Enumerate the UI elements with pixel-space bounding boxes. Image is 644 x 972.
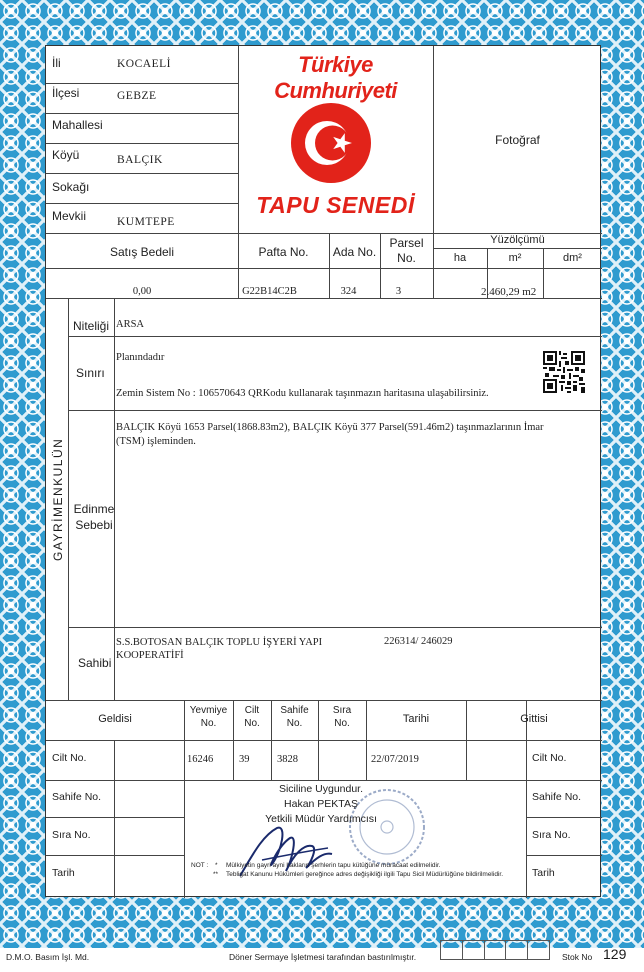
certification-line1: Siciline Uygundur. [278, 783, 364, 795]
yevmiye-label-line2: No. [200, 718, 217, 729]
parsel-label-line1: Parsel [389, 236, 424, 250]
footer-note: Döner Sermaye İşletmesi tarafından bastırılmıştır. [229, 952, 417, 962]
sinir-label: Sınırı [76, 366, 105, 380]
il-label: İli [52, 56, 61, 70]
koy-value: BALÇIK [117, 154, 163, 166]
geldisi-label: Geldisi [98, 713, 132, 725]
edinme-value: BALÇIK Köyü 1653 Parsel(1868.83m2), BALÇIK Köyü 377 Parsel(591.46m2) taşınmazlarının İmar (TSM) işleminden. [116, 422, 544, 447]
left-row-cilt: Cilt No. [52, 752, 87, 764]
left-row-sira: Sıra No. [52, 829, 91, 841]
note-mark-2: ** [213, 871, 219, 878]
sale-price-label: Satış Bedeli [109, 245, 175, 259]
pafta-label: Pafta No. [258, 245, 309, 259]
sahife-label-line2: No. [286, 718, 303, 729]
ilce-value: GEBZE [117, 90, 157, 102]
right-row-cilt: Cilt No. [532, 752, 567, 764]
parsel-value: 3 [395, 286, 402, 297]
parsel-label-line2: No. [397, 251, 416, 265]
right-row-sira: Sıra No. [532, 829, 571, 841]
cilt-label [233, 704, 271, 730]
yevmiye-label [184, 704, 233, 730]
cilt-label-line1: Cilt [244, 705, 260, 716]
edinme-label [71, 501, 117, 533]
document-title: TAPU SENEDİ [256, 192, 415, 218]
yevmiye-value: 16246 [187, 754, 214, 765]
right-row-tarih: Tarih [532, 867, 555, 879]
ada-value: 324 [340, 286, 357, 297]
note-line-2: Tebligat Kanunu Hükümleri gereğince adres değişikliği ilgili Tapu Sicil Müdürlüğüne bildirilmelidir. [226, 871, 503, 878]
ha-label: ha [453, 252, 467, 264]
sahife-value: 3828 [277, 754, 298, 765]
sale-price-value: 0,00 [132, 286, 152, 297]
sahibi-value: S.S.BOTOSAN BALÇIK TOPLU İŞYERİ YAPI KOOPERATİFİ [116, 637, 323, 661]
note-label: NOT : [191, 862, 209, 869]
gittisi-label: Gittisi [520, 713, 548, 725]
crescent-star-emblem [289, 101, 373, 185]
sokak-label: Sokağı [52, 180, 90, 194]
ada-label: Ada No. [332, 245, 377, 259]
footer-printer: D.M.O. Basım İşl. Md. [6, 952, 90, 962]
nitelik-label: Niteliği [73, 319, 110, 333]
deed-form [45, 45, 601, 897]
edinme-label-line2: Sebebi [75, 518, 113, 532]
zemin-system-text: Zemin Sistem No : 106570643 QRKodu kullanarak taşınmazın haritasına ulaşabilirsiniz. [116, 388, 489, 399]
photo-placeholder: Fotoğraf [495, 133, 540, 147]
mevki-value: KUMTEPE [117, 216, 175, 228]
sahibi-label: Sahibi [78, 656, 112, 670]
certification-title: Yetkili Müdür Yardımcısı [265, 813, 377, 825]
stok-value: 129 [603, 946, 627, 962]
koy-label: Köyü [52, 148, 80, 162]
sahibi-share: 226314/ 246029 [384, 636, 453, 647]
footer-boxes [440, 940, 550, 960]
certification-signer: Hakan PEKTAŞ [284, 798, 358, 810]
area-label: Yüzölçümü [490, 234, 545, 246]
sahife-label-line1: Sahife [280, 705, 309, 716]
tarih-value: 22/07/2019 [371, 754, 419, 765]
ilce-label: İlçesi [52, 86, 80, 100]
cilt-label-line2: No. [244, 718, 260, 729]
mevki-label: Mevkii [52, 209, 87, 223]
m2-label: m² [508, 252, 522, 264]
stok-label: Stok No [562, 952, 593, 962]
nitelik-value: ARSA [116, 319, 145, 330]
republic-title: Türkiye Cumhuriyeti [274, 52, 397, 103]
edinme-label-line1: Edinme [73, 502, 115, 516]
left-row-tarih: Tarih [52, 867, 75, 879]
parsel-label [380, 236, 433, 266]
note-mark-1: * [215, 862, 218, 869]
yevmiye-label-line1: Yevmiye [189, 705, 228, 716]
il-value: KOCAELİ [117, 58, 171, 70]
right-row-sahife: Sahife No. [532, 791, 582, 803]
dm2-label: dm² [563, 252, 582, 264]
sira-label [318, 704, 366, 730]
left-row-sahife: Sahife No. [52, 791, 102, 803]
sinir-value: Planındadır [116, 352, 165, 363]
sira-label-line2: No. [334, 718, 350, 729]
sahife-label [271, 704, 318, 730]
sira-label-line1: Sıra [332, 705, 352, 716]
note-line-1: Mülkiyetin gayri ayni hakların şerhlerin tapu kütüğüne müracaat edilmelidir. [226, 862, 441, 869]
qr-code[interactable] [543, 351, 585, 393]
cilt-value: 39 [239, 754, 250, 765]
tarihi-label: Tarihi [402, 713, 430, 725]
pafta-value: G22B14C2B [242, 286, 297, 297]
area-value: 2.460,29 m2 [481, 286, 537, 298]
mahalle-label: Mahallesi [52, 118, 103, 132]
property-section-label: GAYRİMENKULÜN [51, 437, 65, 561]
